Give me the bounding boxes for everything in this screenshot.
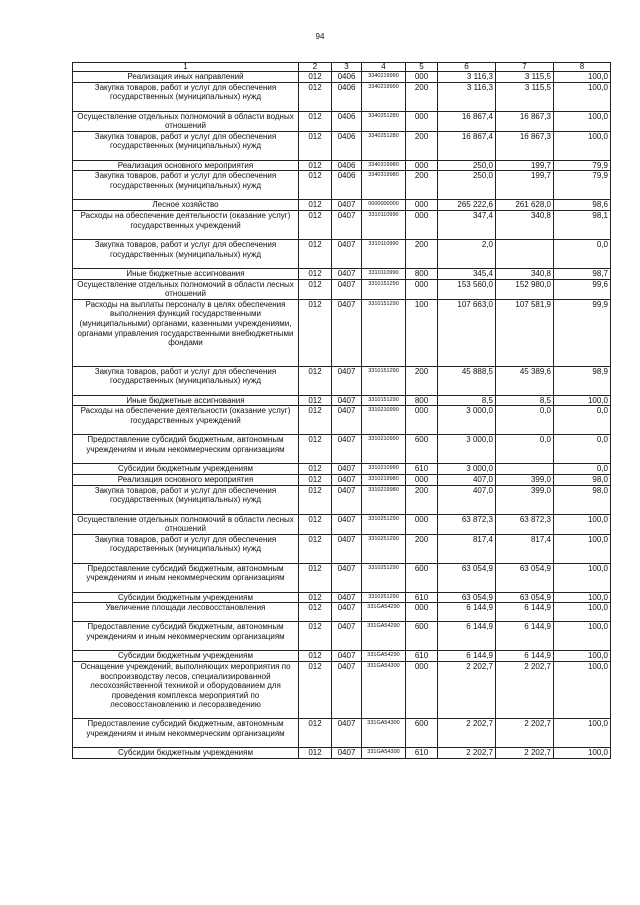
row-code-section: 0407 bbox=[332, 661, 362, 718]
row-value-actual: 63 054,9 bbox=[496, 592, 554, 603]
header-row bbox=[73, 63, 611, 72]
row-value-plan: 8,5 bbox=[438, 395, 496, 406]
table-row bbox=[73, 210, 611, 239]
row-code-section: 0407 bbox=[332, 239, 362, 268]
row-code-section: 0407 bbox=[332, 299, 362, 366]
row-name: Предоставление субсидий бюджетным, автономным учреждениям и иным некоммерческим организациям bbox=[73, 622, 299, 651]
row-value-percent: 0,0 bbox=[554, 406, 611, 435]
row-name: Иные бюджетные ассигнования bbox=[73, 395, 299, 406]
row-code-type: 200 bbox=[406, 485, 438, 514]
row-code-section: 0407 bbox=[332, 395, 362, 406]
row-code-admin: 012 bbox=[299, 131, 332, 160]
row-code-target: 3310110990 bbox=[362, 268, 406, 279]
row-code-admin: 012 bbox=[299, 661, 332, 718]
table-row bbox=[73, 592, 611, 603]
row-value-actual: 6 144,9 bbox=[496, 603, 554, 622]
row-value-plan: 63 872,3 bbox=[438, 514, 496, 534]
row-code-type: 200 bbox=[406, 366, 438, 395]
row-code-section: 0407 bbox=[332, 622, 362, 651]
row-value-plan: 817,4 bbox=[438, 534, 496, 563]
row-code-type: 800 bbox=[406, 395, 438, 406]
row-code-type: 600 bbox=[406, 435, 438, 464]
row-value-actual: 399,0 bbox=[496, 485, 554, 514]
row-value-actual: 45 389,6 bbox=[496, 366, 554, 395]
row-value-actual: 6 144,9 bbox=[496, 651, 554, 662]
row-name: Лесное хозяйство bbox=[73, 200, 299, 211]
row-code-type: 000 bbox=[406, 406, 438, 435]
row-name: Субсидии бюджетным учреждениям bbox=[73, 747, 299, 758]
row-code-admin: 012 bbox=[299, 718, 332, 747]
row-value-plan: 2 202,7 bbox=[438, 747, 496, 758]
column-header: 4 bbox=[362, 63, 406, 72]
row-name: Увеличение площади лесовосстановления bbox=[73, 603, 299, 622]
row-code-section: 0407 bbox=[332, 718, 362, 747]
table-row bbox=[73, 718, 611, 747]
row-value-plan: 2,0 bbox=[438, 239, 496, 268]
row-code-target: 3310110990 bbox=[362, 210, 406, 239]
row-code-section: 0407 bbox=[332, 747, 362, 758]
row-name: Осуществление отдельных полномочий в области лесных отношений bbox=[73, 279, 299, 299]
row-name: Субсидии бюджетным учреждениям bbox=[73, 651, 299, 662]
row-name: Закупка товаров, работ и услуг для обеспечения государственных (муниципальных) нужд bbox=[73, 534, 299, 563]
row-code-target: 331GA54290 bbox=[362, 603, 406, 622]
row-code-type: 200 bbox=[406, 534, 438, 563]
row-code-section: 0407 bbox=[332, 563, 362, 592]
row-code-section: 0407 bbox=[332, 200, 362, 211]
row-value-actual: 6 144,9 bbox=[496, 622, 554, 651]
column-header: 1 bbox=[73, 63, 299, 72]
row-name: Субсидии бюджетным учреждениям bbox=[73, 592, 299, 603]
row-value-plan: 153 560,0 bbox=[438, 279, 496, 299]
row-code-admin: 012 bbox=[299, 111, 332, 131]
row-value-actual: 0,0 bbox=[496, 435, 554, 464]
row-code-admin: 012 bbox=[299, 299, 332, 366]
row-code-type: 000 bbox=[406, 200, 438, 211]
row-value-actual: 340,8 bbox=[496, 268, 554, 279]
row-code-type: 000 bbox=[406, 210, 438, 239]
row-name: Оснащение учреждений, выполняющих мероприятия по воспроизводству лесов, специализированной лесохозяйственной техникой и оборудованием для проведения комплекса мероприятий по лесовосстановлению и лесоразведению bbox=[73, 661, 299, 718]
table-row bbox=[73, 406, 611, 435]
row-code-admin: 012 bbox=[299, 622, 332, 651]
row-code-type: 600 bbox=[406, 563, 438, 592]
row-value-actual: 3 115,5 bbox=[496, 72, 554, 83]
row-code-admin: 012 bbox=[299, 82, 332, 111]
row-code-section: 0407 bbox=[332, 366, 362, 395]
row-value-actual: 2 202,7 bbox=[496, 661, 554, 718]
row-code-type: 600 bbox=[406, 622, 438, 651]
row-value-percent: 100,0 bbox=[554, 651, 611, 662]
row-code-type: 000 bbox=[406, 514, 438, 534]
row-code-admin: 012 bbox=[299, 563, 332, 592]
table-row bbox=[73, 464, 611, 475]
table-body bbox=[73, 63, 611, 759]
row-value-percent: 98,9 bbox=[554, 366, 611, 395]
row-code-target: 331GA54290 bbox=[362, 622, 406, 651]
table-row bbox=[73, 395, 611, 406]
row-code-admin: 012 bbox=[299, 651, 332, 662]
row-name: Иные бюджетные ассигнования bbox=[73, 268, 299, 279]
table-row bbox=[73, 563, 611, 592]
row-code-admin: 012 bbox=[299, 464, 332, 475]
row-code-target: 3310251290 bbox=[362, 592, 406, 603]
table-row bbox=[73, 661, 611, 718]
table-row bbox=[73, 268, 611, 279]
row-value-plan: 407,0 bbox=[438, 474, 496, 485]
row-value-percent: 98,1 bbox=[554, 210, 611, 239]
row-value-plan: 16 867,4 bbox=[438, 131, 496, 160]
column-header: 8 bbox=[554, 63, 611, 72]
row-name: Закупка товаров, работ и услуг для обеспечения государственных (муниципальных) нужд bbox=[73, 485, 299, 514]
row-value-percent: 0,0 bbox=[554, 239, 611, 268]
row-value-actual: 340,8 bbox=[496, 210, 554, 239]
row-code-section: 0407 bbox=[332, 279, 362, 299]
row-name: Предоставление субсидий бюджетным, автономным учреждениям и иным некоммерческим организациям bbox=[73, 563, 299, 592]
row-value-percent: 100,0 bbox=[554, 131, 611, 160]
row-code-admin: 012 bbox=[299, 160, 332, 171]
row-value-percent: 100,0 bbox=[554, 534, 611, 563]
column-header: 2 bbox=[299, 63, 332, 72]
row-code-admin: 012 bbox=[299, 279, 332, 299]
row-value-percent: 98,7 bbox=[554, 268, 611, 279]
row-value-percent: 100,0 bbox=[554, 111, 611, 131]
row-value-plan: 107 663,0 bbox=[438, 299, 496, 366]
row-code-admin: 012 bbox=[299, 268, 332, 279]
row-code-target: 3310251290 bbox=[362, 534, 406, 563]
row-value-plan: 347,4 bbox=[438, 210, 496, 239]
row-code-target: 3310219980 bbox=[362, 474, 406, 485]
row-value-percent: 100,0 bbox=[554, 718, 611, 747]
row-name: Закупка товаров, работ и услуг для обеспечения государственных (муниципальных) нужд bbox=[73, 171, 299, 200]
row-name: Закупка товаров, работ и услуг для обеспечения государственных (муниципальных) нужд bbox=[73, 239, 299, 268]
row-code-admin: 012 bbox=[299, 474, 332, 485]
row-value-plan: 6 144,9 bbox=[438, 651, 496, 662]
table-row bbox=[73, 474, 611, 485]
row-value-percent: 100,0 bbox=[554, 82, 611, 111]
row-code-type: 000 bbox=[406, 160, 438, 171]
budget-table bbox=[72, 62, 611, 759]
row-code-type: 000 bbox=[406, 72, 438, 83]
table-row bbox=[73, 82, 611, 111]
row-code-section: 0406 bbox=[332, 82, 362, 111]
row-name: Осуществление отдельных полномочий в области лесных отношений bbox=[73, 514, 299, 534]
table-row bbox=[73, 131, 611, 160]
row-value-actual: 261 628,0 bbox=[496, 200, 554, 211]
row-code-target: 0000000000 bbox=[362, 200, 406, 211]
row-code-type: 100 bbox=[406, 299, 438, 366]
row-value-plan: 265 222,6 bbox=[438, 200, 496, 211]
row-code-target: 3310151290 bbox=[362, 395, 406, 406]
row-value-percent: 100,0 bbox=[554, 747, 611, 758]
row-value-percent: 100,0 bbox=[554, 661, 611, 718]
column-header: 6 bbox=[438, 63, 496, 72]
row-value-percent: 98,0 bbox=[554, 474, 611, 485]
row-code-target: 331GA54300 bbox=[362, 661, 406, 718]
row-code-section: 0407 bbox=[332, 268, 362, 279]
row-value-actual bbox=[496, 464, 554, 475]
table-row bbox=[73, 200, 611, 211]
row-code-target: 3310110990 bbox=[362, 239, 406, 268]
row-code-section: 0407 bbox=[332, 485, 362, 514]
row-code-type: 610 bbox=[406, 651, 438, 662]
row-name: Закупка товаров, работ и услуг для обеспечения государственных (муниципальных) нужд bbox=[73, 82, 299, 111]
row-value-plan: 63 054,9 bbox=[438, 592, 496, 603]
row-code-target: 3340319980 bbox=[362, 160, 406, 171]
row-value-actual: 0,0 bbox=[496, 406, 554, 435]
row-value-plan: 407,0 bbox=[438, 485, 496, 514]
row-code-admin: 012 bbox=[299, 592, 332, 603]
row-code-section: 0406 bbox=[332, 72, 362, 83]
column-header: 3 bbox=[332, 63, 362, 72]
row-value-actual: 199,7 bbox=[496, 160, 554, 171]
row-code-section: 0407 bbox=[332, 210, 362, 239]
row-name: Предоставление субсидий бюджетным, автономным учреждениям и иным некоммерческим организациям bbox=[73, 718, 299, 747]
table-row bbox=[73, 485, 611, 514]
row-value-actual: 63 054,9 bbox=[496, 563, 554, 592]
row-code-admin: 012 bbox=[299, 210, 332, 239]
row-code-admin: 012 bbox=[299, 239, 332, 268]
row-value-actual: 16 867,3 bbox=[496, 111, 554, 131]
row-name: Расходы на выплаты персоналу в целях обеспечения выполнения функций государственными (муниципальными) органами, казенными учреждениями, органами управления государственными внебюджетными фондами bbox=[73, 299, 299, 366]
row-value-actual: 107 581,9 bbox=[496, 299, 554, 366]
table-row bbox=[73, 534, 611, 563]
row-code-target: 3340251280 bbox=[362, 111, 406, 131]
row-name: Реализация основного мероприятия bbox=[73, 160, 299, 171]
row-value-actual: 16 867,3 bbox=[496, 131, 554, 160]
row-value-actual: 399,0 bbox=[496, 474, 554, 485]
row-value-percent: 0,0 bbox=[554, 435, 611, 464]
row-code-admin: 012 bbox=[299, 171, 332, 200]
row-code-type: 000 bbox=[406, 661, 438, 718]
row-code-target: 3340219990 bbox=[362, 82, 406, 111]
row-code-section: 0407 bbox=[332, 603, 362, 622]
row-value-actual: 63 872,3 bbox=[496, 514, 554, 534]
row-value-plan: 3 116,3 bbox=[438, 82, 496, 111]
row-value-actual: 199,7 bbox=[496, 171, 554, 200]
table-row bbox=[73, 622, 611, 651]
row-value-percent: 100,0 bbox=[554, 514, 611, 534]
table-row bbox=[73, 171, 611, 200]
row-name: Осуществление отдельных полномочий в области водных отношений bbox=[73, 111, 299, 131]
row-value-plan: 345,4 bbox=[438, 268, 496, 279]
row-code-type: 000 bbox=[406, 111, 438, 131]
row-code-admin: 012 bbox=[299, 603, 332, 622]
row-value-actual: 2 202,7 bbox=[496, 747, 554, 758]
row-code-section: 0407 bbox=[332, 464, 362, 475]
row-code-section: 0407 bbox=[332, 514, 362, 534]
row-value-actual bbox=[496, 239, 554, 268]
table-row bbox=[73, 239, 611, 268]
row-value-percent: 79,9 bbox=[554, 160, 611, 171]
row-code-admin: 012 bbox=[299, 514, 332, 534]
table-row bbox=[73, 435, 611, 464]
row-value-percent: 99,9 bbox=[554, 299, 611, 366]
row-value-plan: 3 000,0 bbox=[438, 406, 496, 435]
row-value-percent: 98,0 bbox=[554, 485, 611, 514]
row-value-percent: 79,9 bbox=[554, 171, 611, 200]
table-row bbox=[73, 603, 611, 622]
table-row bbox=[73, 366, 611, 395]
row-name: Расходы на обеспечение деятельности (оказание услуг) государственных учреждений bbox=[73, 210, 299, 239]
table-row bbox=[73, 651, 611, 662]
row-code-section: 0406 bbox=[332, 111, 362, 131]
row-value-plan: 250,0 bbox=[438, 171, 496, 200]
row-code-admin: 012 bbox=[299, 72, 332, 83]
row-value-percent: 100,0 bbox=[554, 603, 611, 622]
row-value-plan: 3 000,0 bbox=[438, 464, 496, 475]
row-code-target: 3310151290 bbox=[362, 299, 406, 366]
row-code-admin: 012 bbox=[299, 485, 332, 514]
row-code-admin: 012 bbox=[299, 534, 332, 563]
row-code-section: 0407 bbox=[332, 534, 362, 563]
table-row bbox=[73, 72, 611, 83]
row-code-type: 600 bbox=[406, 718, 438, 747]
row-code-target: 331GA54300 bbox=[362, 747, 406, 758]
row-code-type: 200 bbox=[406, 82, 438, 111]
row-code-target: 3310251290 bbox=[362, 514, 406, 534]
row-value-plan: 3 000,0 bbox=[438, 435, 496, 464]
row-value-plan: 6 144,9 bbox=[438, 622, 496, 651]
row-value-percent: 100,0 bbox=[554, 72, 611, 83]
row-code-target: 3310210990 bbox=[362, 464, 406, 475]
row-value-percent: 100,0 bbox=[554, 622, 611, 651]
row-code-target: 3340251280 bbox=[362, 131, 406, 160]
row-code-type: 610 bbox=[406, 464, 438, 475]
row-code-type: 200 bbox=[406, 171, 438, 200]
row-code-type: 610 bbox=[406, 747, 438, 758]
row-code-admin: 012 bbox=[299, 200, 332, 211]
row-name: Реализация иных направлений bbox=[73, 72, 299, 83]
table-row bbox=[73, 747, 611, 758]
row-code-admin: 012 bbox=[299, 435, 332, 464]
row-code-section: 0406 bbox=[332, 160, 362, 171]
row-name: Предоставление субсидий бюджетным, автономным учреждениям и иным некоммерческим организациям bbox=[73, 435, 299, 464]
row-value-actual: 152 980,0 bbox=[496, 279, 554, 299]
column-header: 7 bbox=[496, 63, 554, 72]
row-code-target: 3340319980 bbox=[362, 171, 406, 200]
row-code-type: 610 bbox=[406, 592, 438, 603]
row-value-actual: 817,4 bbox=[496, 534, 554, 563]
row-code-target: 331GA54300 bbox=[362, 718, 406, 747]
row-name: Закупка товаров, работ и услуг для обеспечения государственных (муниципальных) нужд bbox=[73, 131, 299, 160]
table-row bbox=[73, 514, 611, 534]
column-header: 5 bbox=[406, 63, 438, 72]
row-code-section: 0406 bbox=[332, 171, 362, 200]
row-value-plan: 3 116,3 bbox=[438, 72, 496, 83]
row-code-target: 3310151290 bbox=[362, 279, 406, 299]
row-code-type: 000 bbox=[406, 474, 438, 485]
row-code-target: 331GA54290 bbox=[362, 651, 406, 662]
row-code-type: 000 bbox=[406, 603, 438, 622]
row-value-percent: 100,0 bbox=[554, 563, 611, 592]
row-value-percent: 0,0 bbox=[554, 464, 611, 475]
page-number: 94 bbox=[315, 32, 325, 41]
row-code-type: 800 bbox=[406, 268, 438, 279]
row-value-percent: 99,6 bbox=[554, 279, 611, 299]
row-value-actual: 8,5 bbox=[496, 395, 554, 406]
row-value-plan: 16 867,4 bbox=[438, 111, 496, 131]
row-code-target: 3310210990 bbox=[362, 406, 406, 435]
row-code-target: 3310251290 bbox=[362, 563, 406, 592]
row-code-admin: 012 bbox=[299, 747, 332, 758]
row-value-actual: 3 115,5 bbox=[496, 82, 554, 111]
row-value-percent: 100,0 bbox=[554, 592, 611, 603]
row-name: Реализация основного мероприятия bbox=[73, 474, 299, 485]
row-value-plan: 250,0 bbox=[438, 160, 496, 171]
row-code-section: 0407 bbox=[332, 406, 362, 435]
row-code-target: 3310151290 bbox=[362, 366, 406, 395]
row-name: Расходы на обеспечение деятельности (оказание услуг) государственных учреждений bbox=[73, 406, 299, 435]
row-value-percent: 98,6 bbox=[554, 200, 611, 211]
row-value-plan: 63 054,9 bbox=[438, 563, 496, 592]
row-code-type: 000 bbox=[406, 279, 438, 299]
row-code-target: 3340219990 bbox=[362, 72, 406, 83]
row-value-plan: 45 888,5 bbox=[438, 366, 496, 395]
row-code-admin: 012 bbox=[299, 395, 332, 406]
row-code-section: 0407 bbox=[332, 474, 362, 485]
row-code-admin: 012 bbox=[299, 406, 332, 435]
table-row bbox=[73, 279, 611, 299]
row-code-section: 0407 bbox=[332, 651, 362, 662]
row-code-target: 3310219980 bbox=[362, 485, 406, 514]
row-value-plan: 2 202,7 bbox=[438, 661, 496, 718]
row-code-type: 200 bbox=[406, 131, 438, 160]
row-code-section: 0406 bbox=[332, 131, 362, 160]
row-code-admin: 012 bbox=[299, 366, 332, 395]
row-value-percent: 100,0 bbox=[554, 395, 611, 406]
row-name: Закупка товаров, работ и услуг для обеспечения государственных (муниципальных) нужд bbox=[73, 366, 299, 395]
row-code-section: 0407 bbox=[332, 435, 362, 464]
row-value-actual: 2 202,7 bbox=[496, 718, 554, 747]
row-code-type: 200 bbox=[406, 239, 438, 268]
row-value-plan: 2 202,7 bbox=[438, 718, 496, 747]
table-row bbox=[73, 111, 611, 131]
row-name: Субсидии бюджетным учреждениям bbox=[73, 464, 299, 475]
row-value-plan: 6 144,9 bbox=[438, 603, 496, 622]
row-code-target: 3310210990 bbox=[362, 435, 406, 464]
table-row bbox=[73, 160, 611, 171]
table-row bbox=[73, 299, 611, 366]
row-code-section: 0407 bbox=[332, 592, 362, 603]
